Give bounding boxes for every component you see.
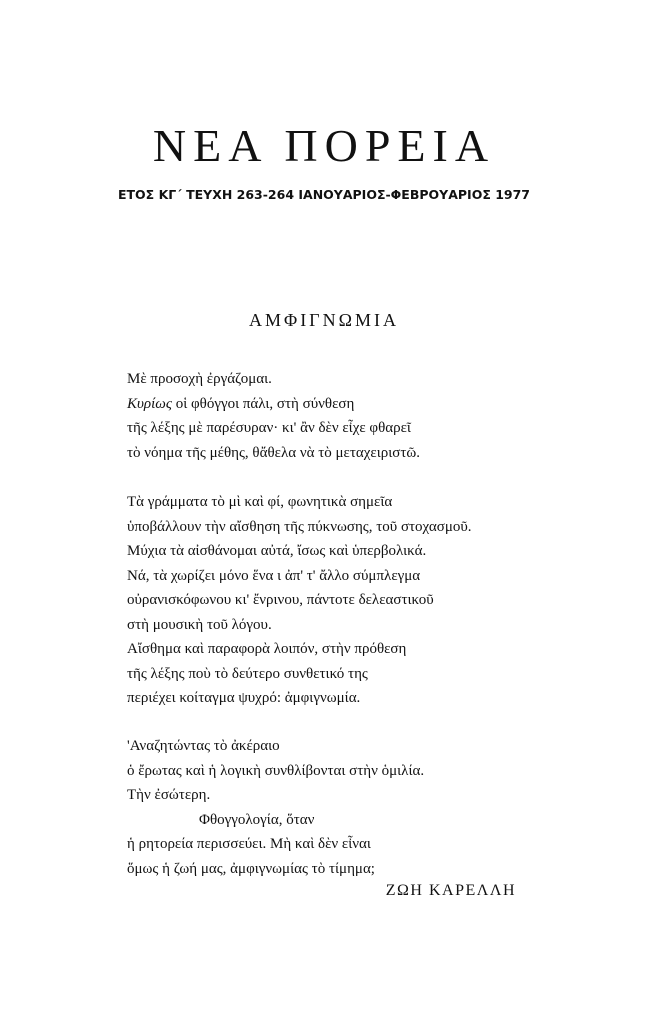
- issue-info: ΕΤΟΣ ΚΓ΄ ΤΕΥΧΗ 263-264 ΙΑΝΟΥΑΡΙΟΣ-ΦΕΒΡΟΥΑΡΙΟΣ 1977: [117, 187, 531, 202]
- poem-line: Μύχια τὰ αἰσθάνομαι αὐτά, ἴσως καὶ ὑπερβολικά.: [127, 543, 427, 559]
- stanza-2: [127, 490, 527, 711]
- poem-line: Τὰ γράμματα τὸ μὶ καὶ φί, φωνητικὰ σημεῖα: [127, 494, 393, 510]
- stanza-1: [127, 367, 527, 465]
- poem-author: ΖΩΗ ΚΑΡΕΛΛΗ: [385, 882, 516, 899]
- stanza-3: [127, 734, 527, 881]
- poem-title: ΑΜΦΙΓΝΩΜΙΑ: [249, 310, 399, 330]
- poem-line: ἡ ρητορεία περισσεύει. Μὴ καὶ δὲν εἶναι: [127, 836, 371, 852]
- poem-line: τῆς λέξης ποὺ τὸ δεύτερο συνθετικό της: [127, 665, 368, 682]
- emphasized-word: Κυρίως: [127, 395, 172, 412]
- poem-line: ὑποβάλλουν τὴν αἴσθηση τῆς πύκνωσης, τοῦ στοχασμοῦ.: [127, 518, 472, 535]
- poem-line: Μὲ προσοχὴ ἐργάζομαι.: [127, 371, 272, 387]
- poem-line-rest: οἱ φθόγγοι πάλι, στὴ σύνθεση: [171, 395, 355, 412]
- poem-line: τῆς λέξης μὲ παρέσυραν· κι' ἂν δὲν εἶχε φθαρεῖ: [127, 420, 411, 436]
- poem-line: στὴ μουσικὴ τοῦ λόγου.: [127, 616, 272, 633]
- poem-line: Αἴσθημα καὶ παραφορὰ λοιπόν, στὴν πρόθεση: [127, 641, 407, 657]
- poem-line: ὅμως ἡ ζωή μας, ἀμφιγνωμίας τὸ τίμημα;: [127, 860, 375, 877]
- poem-line: τὸ νόημα τῆς μέθης, θἄθελα νὰ τὸ μεταχειριστῶ.: [127, 444, 420, 461]
- magazine-title: ΝΕΑ ΠΟΡΕΙΑ: [152, 120, 496, 171]
- poem-line: 'Αναζητώντας τὸ ἀκέραιο: [127, 738, 280, 754]
- poem-line: [127, 392, 527, 417]
- poem-line: οὐρανισκόφωνου κι' ἔνρινου, πάντοτε δελεαστικοῦ: [127, 592, 434, 608]
- poem-line: Φθογγολογία, ὅταν: [199, 811, 315, 828]
- poem-line: ὁ ἔρωτας καὶ ἡ λογικὴ συνθλίβονται στὴν ὁμιλία.: [127, 762, 425, 779]
- poem-line: Νά, τὰ χωρίζει μόνο ἕνα ι ἀπ' τ' ἄλλο σύμπλεγμα: [127, 567, 421, 584]
- poem-line: περιέχει κοίταγμα ψυχρό: ἀμφιγνωμία.: [127, 690, 361, 706]
- poem-line: Τὴν ἐσώτερη.: [127, 787, 211, 803]
